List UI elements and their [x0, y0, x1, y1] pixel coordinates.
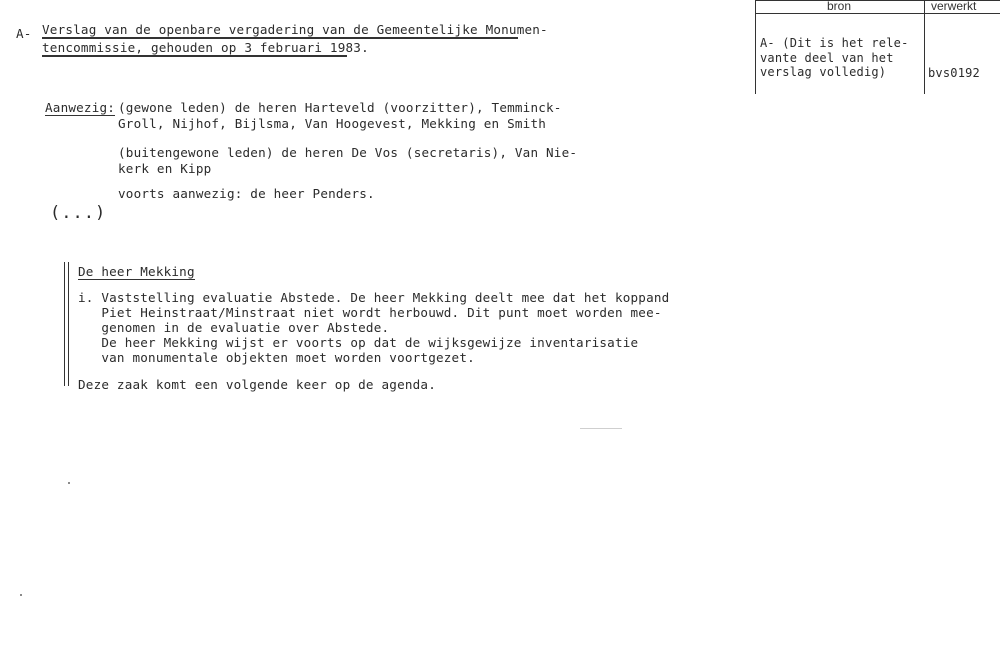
members-line-2: Groll, Nijhof, Bijlsma, Van Hoogevest, Mekking en Smith — [118, 116, 547, 131]
omission-marker: (...) — [50, 203, 107, 223]
item-line-3: genomen in de evaluatie over Abstede. — [78, 320, 390, 335]
bron-line-3: verslag volledig) — [760, 65, 887, 79]
extra-members-line-1: (buitengewone leden) de heren De Vos (secretaris), Van Nie- — [118, 145, 578, 160]
document-title-line-2: tencommissie, gehouden op 3 februari 1983. — [42, 40, 369, 55]
item-line-2: Piet Heinstraat/Minstraat niet wordt herbouwd. Dit punt moet worden mee- — [78, 305, 662, 320]
margin-bar-left — [64, 262, 65, 386]
bron-line-2: vante deel van het — [760, 51, 894, 65]
section-marker: A- — [16, 26, 32, 41]
section-heading: De heer Mekking — [78, 264, 195, 279]
item-line-5: van monumentale objekten moet worden voortgezet. — [78, 350, 475, 365]
margin-bar-right — [68, 262, 69, 386]
scan-speck — [68, 482, 70, 484]
title-underline-1 — [42, 37, 518, 39]
extra-members-line-2: kerk en Kipp — [118, 161, 212, 176]
also-present: voorts aanwezig: de heer Penders. — [118, 186, 375, 201]
scan-smudge — [580, 428, 622, 429]
source-table — [755, 0, 1000, 94]
attendance-label: Aanwezig: — [45, 100, 116, 115]
closing-remark: Deze zaak komt een volgende keer op de agenda. — [78, 377, 436, 392]
document-title-line-1: Verslag van de openbare vergadering van de Gemeentelijke Monumen- — [42, 22, 548, 37]
table-left-border — [755, 0, 756, 94]
verwerkt-value: bvs0192 — [928, 66, 980, 80]
table-column-divider — [924, 0, 925, 94]
column-header-bron: bron — [827, 0, 852, 13]
scan-speck — [20, 594, 22, 596]
bron-line-1: A- (Dit is het rele- — [760, 36, 909, 50]
table-header-border — [755, 13, 1000, 14]
title-underline-2 — [42, 55, 347, 57]
item-line-4: De heer Mekking wijst er voorts op dat de wijksgewijze inventarisatie — [78, 335, 639, 350]
column-header-verwerkt: verwerkt — [931, 0, 977, 13]
item-line-1: i. Vaststelling evaluatie Abstede. De heer Mekking deelt mee dat het koppand — [78, 290, 670, 305]
members-line-1: (gewone leden) de heren Harteveld (voorzitter), Temminck- — [118, 100, 562, 115]
